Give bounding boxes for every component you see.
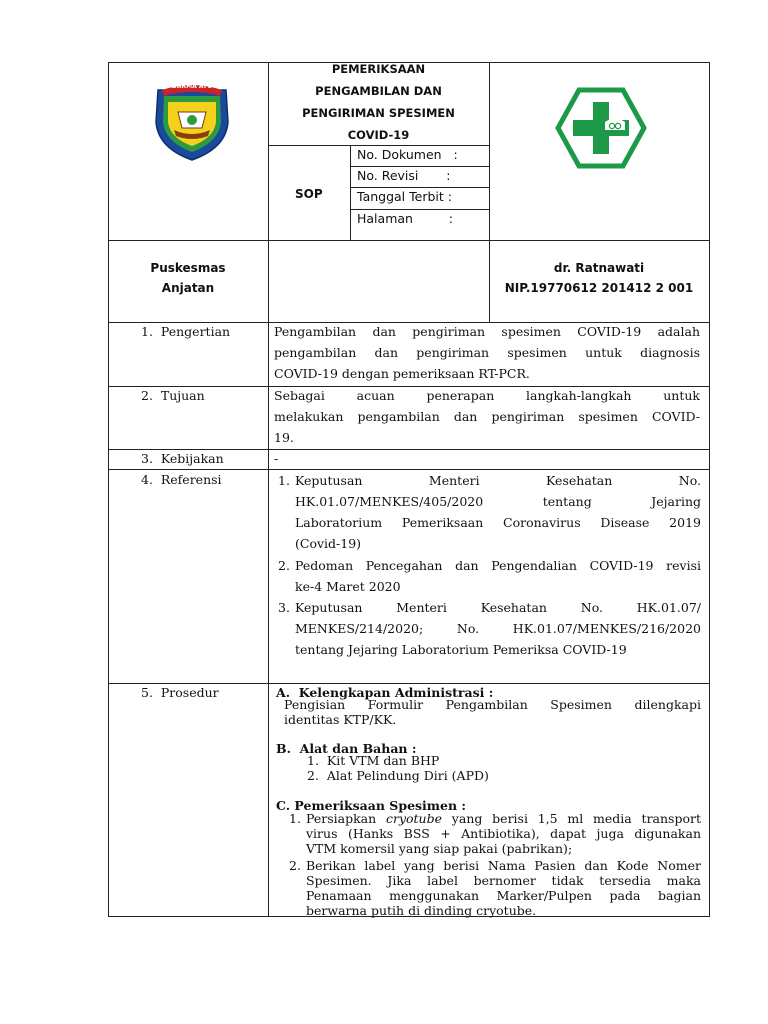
prosedur-a-heading: A. Kelengkapan Administrasi :	[276, 685, 494, 700]
text-line: Penamaan menggunakan Marker/Pulpen pada bagian	[306, 888, 701, 903]
text-line: Keputusan Menteri Kesehatan No. HK.01.07/	[295, 600, 701, 615]
italic-term: cryotube	[385, 811, 443, 826]
text-line: VTM komersil yang siap pakai (pabrikan);	[306, 841, 573, 856]
puskesmas-logo	[555, 86, 647, 170]
text-line: Berikan label yang berisi Nama Pasien dan Kode Nomer	[306, 858, 701, 873]
ref-number: 1.	[278, 473, 290, 488]
text-line: HK.01.07/MENKES/405/2020 tentang Jejaring	[295, 494, 701, 509]
district-logo	[148, 82, 236, 162]
text-line	[306, 811, 701, 826]
signer-name: dr. Ratnawati	[553, 261, 645, 275]
section-label-prosedur: 5. Prosedur	[141, 685, 219, 700]
document-title	[268, 58, 489, 146]
text-line: Pengambilan dan pengiriman spesimen COVID-19 adalah	[274, 324, 700, 339]
c-item-number: 1.	[289, 811, 301, 826]
section-label-tujuan: 2. Tujuan	[141, 388, 205, 403]
title-line: PEMERIKSAAN	[331, 62, 426, 76]
ref-item-3	[295, 597, 701, 660]
kebijakan-text: -	[274, 451, 279, 466]
text-line: COVID-19 dengan pemeriksaan RT-PCR.	[274, 366, 530, 381]
text-line: Keputusan Menteri Kesehatan No.	[295, 473, 701, 488]
title-line: COVID-19	[347, 128, 410, 142]
tujuan-text	[274, 385, 700, 448]
text-line: tentang Jejaring Laboratorium Pemeriksa COVID-19	[295, 642, 627, 657]
sop-label: SOP	[295, 187, 323, 201]
text-line: Laboratorium Pemeriksaan Coronavirus Disease 2019	[295, 515, 701, 530]
organization-name	[108, 258, 268, 298]
text-line: MENKES/214/2020; No. HK.01.07/MENKES/216/2020	[295, 621, 701, 636]
text-line: Pedoman Pencegahan dan Pengendalian COVID-19 revisi	[295, 558, 701, 573]
signer-block	[489, 258, 709, 298]
doc-field-number: No. Dokumen :	[357, 147, 458, 162]
text-line: 19.	[274, 430, 294, 445]
org-line: Puskesmas	[150, 261, 226, 275]
text-line: melakukan pengambilan dan pengiriman spesimen COVID-	[274, 409, 700, 424]
prosedur-b-item: 1. Kit VTM dan BHP	[307, 753, 440, 768]
pengertian-text	[274, 321, 700, 384]
prosedur-c-heading: C. Pemeriksaan Spesimen :	[276, 798, 467, 813]
ref-number: 3.	[278, 600, 290, 615]
signer-nip: NIP.19770612 201412 2 001	[504, 281, 694, 295]
section-label-pengertian: 1. Pengertian	[141, 324, 231, 339]
text-line: pengambilan dan pengiriman spesimen untuk diagnosis	[274, 345, 700, 360]
doc-field-revision: No. Revisi :	[357, 168, 451, 183]
logo-caption: DARMA AYU	[171, 83, 213, 90]
text-line: ke-4 Maret 2020	[295, 579, 401, 594]
text-run: yang berisi 1,5 ml media transport	[442, 811, 701, 826]
text-run: Persiapkan	[306, 811, 386, 826]
title-line: PENGAMBILAN DAN	[315, 84, 442, 98]
text-line: (Covid-19)	[295, 536, 362, 551]
text-line: Pengisian Formulir Pengambilan Spesimen dilengkapi	[284, 697, 701, 712]
prosedur-a-text	[284, 697, 701, 727]
prosedur-b-item: 2. Alat Pelindung Diri (APD)	[307, 768, 489, 783]
c-item-number: 2.	[289, 858, 301, 873]
prosedur-b-heading: B. Alat dan Bahan :	[276, 741, 417, 756]
section-label-kebijakan: 3. Kebijakan	[141, 451, 224, 466]
section-label-referensi: 4. Referensi	[141, 472, 222, 487]
text-line: Sebagai acuan penerapan langkah-langkah untuk	[274, 388, 700, 403]
text-line: Spesimen. Jika label bernomer tidak tersedia maka	[306, 873, 701, 888]
title-line: PENGIRIMAN SPESIMEN	[302, 106, 455, 120]
ref-item-1	[295, 470, 701, 554]
org-line: Anjatan	[161, 281, 215, 295]
doc-field-page: Halaman :	[357, 211, 453, 226]
doc-field-issue-date: Tanggal Terbit :	[357, 189, 452, 204]
prosedur-c-item-1	[306, 811, 701, 856]
prosedur-c-item-2	[306, 858, 701, 918]
ref-number: 2.	[278, 558, 290, 573]
text-line: virus (Hanks BSS + Antibiotika), dapat juga digunakan	[306, 826, 701, 841]
ref-item-2	[295, 555, 701, 597]
text-line: berwarna putih di dinding cryotube.	[306, 903, 537, 918]
text-line: identitas KTP/KK.	[284, 712, 397, 727]
